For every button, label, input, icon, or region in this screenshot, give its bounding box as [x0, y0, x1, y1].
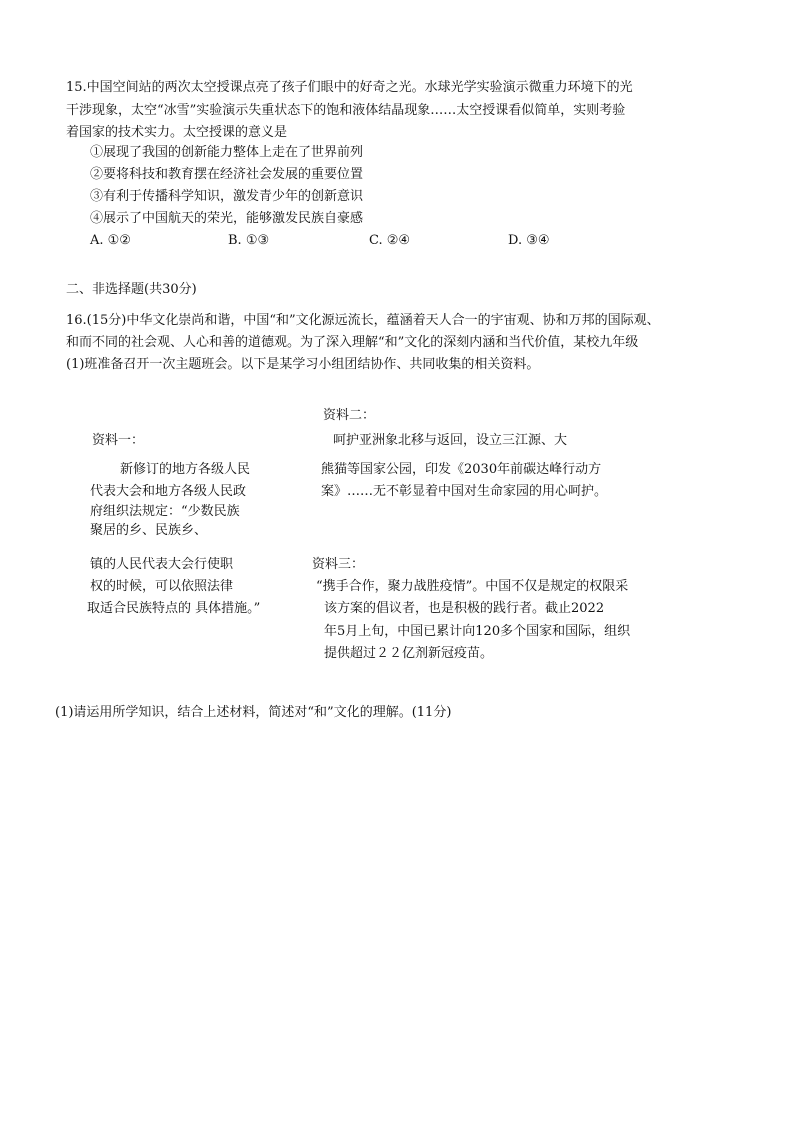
- material-1-line-1: 新修订的地方各级人民: [120, 462, 251, 477]
- q16-sub-question-1: (1)请运用所学知识，结合上述材料，简述对“和”文化的理解。(11分): [55, 705, 452, 720]
- material-2-label: 资料二：: [323, 408, 376, 423]
- q15-choice-d: D. ③④: [508, 233, 550, 248]
- material-3-line-3: 年5月上旬，中国已累计向120多个国家和国际，组织: [324, 624, 631, 639]
- section-heading: 二、非选择题(共30分): [66, 282, 197, 297]
- material-1-line-2: 代表大会和地方各级人民政: [90, 484, 247, 499]
- material-3-line-1: “携手合作，聚力战胜疫情”。中国不仅是规定的权限采: [316, 579, 629, 594]
- q15-option-3: ③有利于传播科学知识，激发青少年的创新意识: [90, 189, 364, 204]
- q15-option-2: ②要将科技和教育摆在经济社会发展的重要位置: [90, 167, 364, 182]
- q16-intro-line-2: 和而不同的社会观、人心和善的道德观。为了深入理解“和”文化的深刻内涵和当代价值，某校九年级: [66, 335, 639, 350]
- q15-choice-c: C. ②④: [369, 233, 411, 248]
- material-2-line-3: 案》……无不彰显着中国对生命家园的用心呵护。: [321, 484, 608, 499]
- q16-intro-line-1: 16.(15分)中华文化崇尚和谐，中国“和”文化源远流长，蕴涵着天人合一的宇宙观、协和万邦的国际观、: [66, 313, 660, 328]
- q15-stem-line-2: 干涉现象，太空“冰雪”实验演示失重状态下的饱和液体结晶现象……太空授课看似简单，实则考验: [66, 103, 626, 118]
- q15-option-1: ①展现了我国的创新能力整体上走在了世界前列: [90, 145, 364, 160]
- material-3-line-4: 提供超过２２亿剂新冠疫苗。: [324, 646, 494, 661]
- material-1-label: 资料一：: [92, 433, 145, 448]
- material-3-line-2: 该方案的倡议者，也是积极的践行者。截止2022: [324, 601, 605, 616]
- q15-stem-line-1: 15.中国空间站的两次太空授课点亮了孩子们眼中的好奇之光。水球光学实验演示微重力环境下的光: [66, 80, 633, 95]
- material-1-line-6: 权的时候，可以依照法律: [90, 579, 234, 594]
- material-1-line-7: 取适合民族特点的 具体措施。”: [87, 601, 261, 616]
- material-1-line-5: 镇的人民代表大会行使职: [90, 557, 234, 572]
- material-1-line-4: 聚居的乡、民族乡、: [90, 523, 208, 538]
- material-3-label: 资料三：: [312, 557, 365, 572]
- q15-choice-b: B. ①③: [228, 233, 270, 248]
- q15-choice-a: A. ①②: [90, 233, 131, 248]
- material-2-line-1: 呵护亚洲象北移与返回，设立三江源、大: [333, 433, 568, 448]
- material-1-line-3: 府组织法规定：“少数民族: [90, 504, 240, 519]
- q15-stem-line-3: 着国家的技术实力。太空授课的意义是: [66, 125, 288, 140]
- q15-option-4: ④展示了中国航天的荣光，能够激发民族自豪感: [90, 211, 364, 226]
- material-2-line-2: 熊猫等国家公园，印发《2030年前碳达峰行动方: [321, 462, 602, 477]
- q16-intro-line-3: (1)班准备召开一次主题班会。以下是某学习小组团结协作、共同收集的相关资料。: [66, 357, 540, 372]
